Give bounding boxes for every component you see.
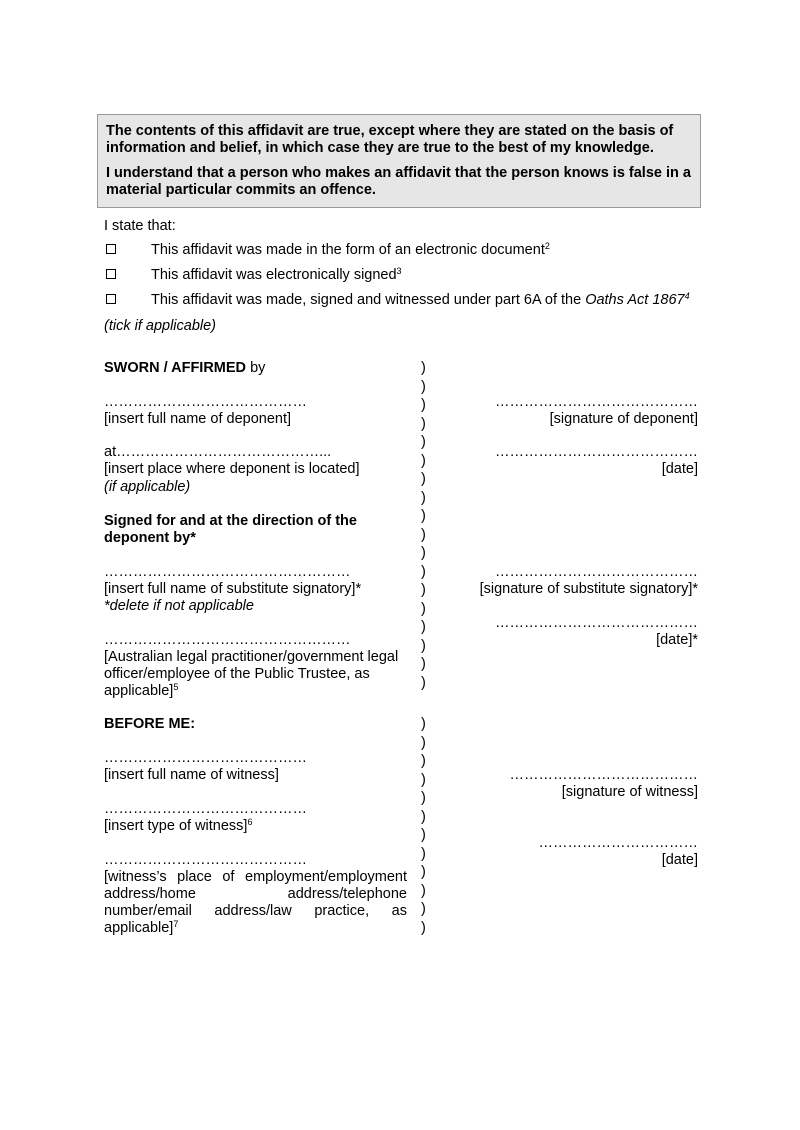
bracket: ) (421, 471, 426, 487)
deponent-place-label: [insert place where deponent is located] (104, 461, 360, 477)
bracket: ) (421, 901, 426, 917)
witness-place-label-line-4: applicable]$^7$ (104, 919, 179, 936)
bracket: ) (421, 637, 426, 654)
tick-note: (tick if applicable) (104, 318, 217, 334)
witness-signature-label: [signature of witness] (561, 784, 698, 800)
statement-part-6a: This affidavit was made, signed and witnessed under part 6A of the Oaths Act 1867$^4$ (151, 291, 690, 308)
witness-date-line: …………………………… (538, 835, 698, 851)
checkbox-electronically-signed[interactable] (106, 269, 116, 279)
deponent-date-line: …………………………………… (495, 444, 698, 460)
deponent-place-line: at……………………………………... (104, 444, 332, 460)
deponent-name-line: …………………………………… (104, 394, 307, 410)
bracket: ) (421, 790, 426, 806)
statement-electronic-document: This affidavit was made in the form of an electronic document$^2$ (151, 241, 550, 258)
bracket: ) (421, 489, 426, 506)
witness-place-label-line-3: number/email address/law practice, as (104, 903, 407, 919)
practitioner-label-line-1: [Australian legal practitioner/government legal (104, 649, 399, 665)
checkbox-electronic-document[interactable] (106, 244, 116, 254)
bracket: ) (421, 619, 426, 635)
witness-place-label-line-2: address/home address/telephone (104, 886, 407, 902)
bracket: ) (421, 508, 426, 524)
witness-name-line: …………………………………… (104, 750, 307, 766)
witness-place-line: …………………………………… (104, 852, 307, 868)
practitioner-label-line-2: officer/employee of the Public Trustee, as (104, 666, 370, 682)
bracket: ) (421, 563, 426, 580)
deponent-place-note: (if applicable) (104, 479, 191, 495)
deponent-signature-label: [signature of deponent] (549, 411, 698, 427)
witness-type-line: …………………………………… (104, 801, 307, 817)
bracket: ) (421, 674, 426, 691)
witness-date-label: [date] (661, 852, 698, 868)
bracket: ) (421, 360, 426, 376)
substitute-name-line: …………………………………………… (104, 564, 351, 580)
bracket: ) (421, 845, 426, 862)
bracket: ) (421, 452, 426, 469)
bracket: ) (421, 808, 426, 825)
bracket: ) (421, 919, 426, 936)
substitute-delete-note: *delete if not applicable (104, 598, 254, 614)
bracket: ) (421, 545, 426, 561)
witness-signature-line: ………………………………… (509, 767, 698, 783)
statements-intro: I state that: (104, 218, 176, 234)
bracket: ) (421, 600, 426, 617)
substitute-heading-line-2: deponent by* (104, 530, 196, 546)
bracket: ) (421, 734, 426, 751)
witness-place-label-line-1: [witness’s place of employment/employment (104, 869, 407, 885)
bracket: ) (421, 882, 426, 899)
bracket: ) (421, 753, 426, 769)
notice-paragraph-1: The contents of this affidavit are true, except where they are stated on the basis of information and belief, in which case they are true to the best of my knowledge. (106, 123, 674, 156)
witness-name-label: [insert full name of witness] (104, 767, 279, 783)
notice-paragraph-2: I understand that a person who makes an affidavit that the person knows is false in a material particular commits an offence. (106, 165, 691, 198)
substitute-name-label: [insert full name of substitute signatory]* (104, 581, 362, 597)
deponent-name-label: [insert full name of deponent] (104, 411, 292, 427)
bracket: ) (421, 656, 426, 672)
substitute-signature-line: …………………………………… (495, 564, 698, 580)
substitute-heading-line-1: Signed for and at the direction of the (104, 513, 357, 529)
bracket: ) (421, 771, 426, 788)
checkbox-part-6a[interactable] (106, 294, 116, 304)
substitute-date-label: [date]* (656, 632, 698, 648)
statement-electronically-signed: This affidavit was electronically signed$^3$ (151, 266, 402, 283)
bracket: ) (421, 582, 426, 598)
bracket: ) (421, 827, 426, 843)
bracket: ) (421, 378, 426, 395)
bracket: ) (421, 397, 426, 413)
bracket: ) (421, 716, 426, 732)
witness-heading: BEFORE ME: (104, 716, 196, 732)
notice-box (97, 114, 701, 208)
practitioner-label-line-3: applicable]$^5$ (104, 682, 179, 699)
bracket: ) (421, 415, 426, 432)
substitute-date-line: …………………………………… (495, 615, 698, 631)
witness-type-label: [insert type of witness]$^6$ (104, 817, 253, 834)
bracket: ) (421, 864, 426, 880)
bracket-column-witness (421, 716, 429, 938)
deponent-date-label: [date] (661, 461, 698, 477)
bracket-column-deponent (421, 360, 429, 693)
bracket: ) (421, 434, 426, 450)
deponent-signature-line: …………………………………… (495, 394, 698, 410)
bracket: ) (421, 526, 426, 543)
sworn-heading: SWORN / AFFIRMED by (104, 360, 266, 376)
practitioner-line: …………………………………………… (104, 632, 351, 648)
substitute-signature-label: [signature of substitute signatory]* (479, 581, 698, 597)
